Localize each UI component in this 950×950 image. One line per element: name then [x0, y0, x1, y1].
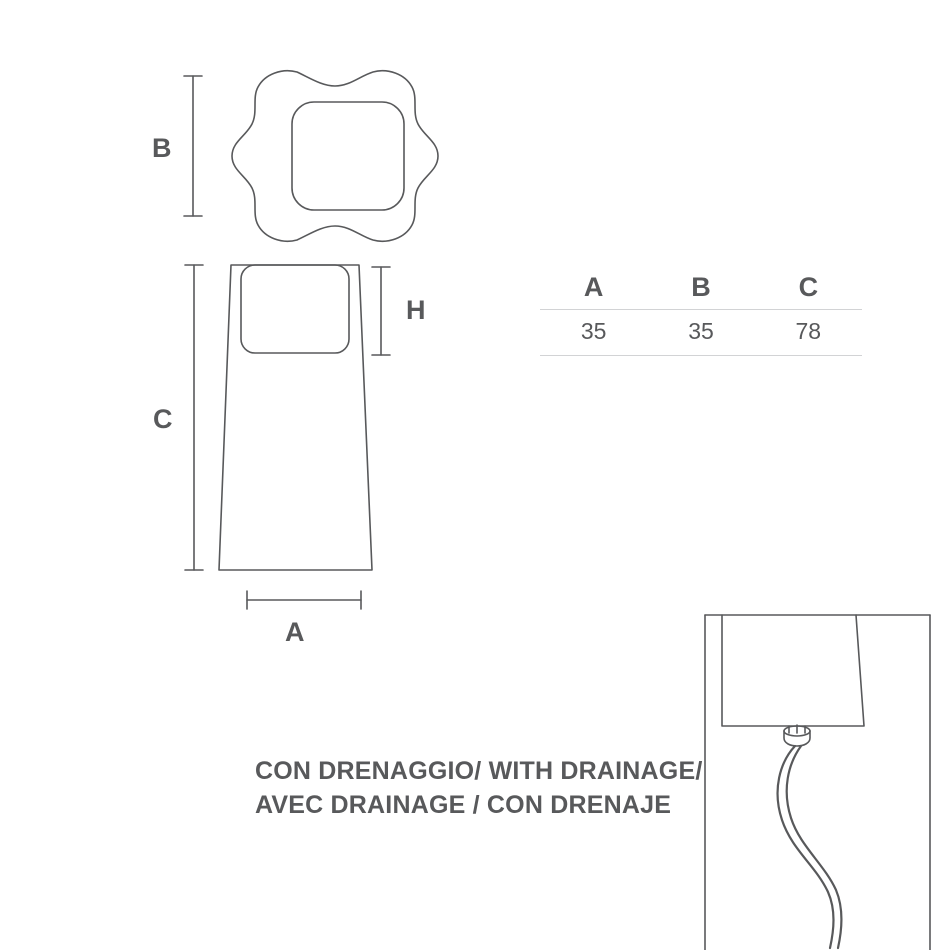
top-view-outline	[232, 71, 438, 241]
dimension-line-c	[185, 265, 203, 570]
dimension-line-h	[372, 267, 390, 355]
dimension-label-b: B	[152, 133, 172, 163]
drainage-detail	[705, 615, 930, 950]
dimension-line-b	[184, 76, 202, 216]
dimensions-table	[540, 272, 862, 356]
table-header-b: B	[691, 272, 711, 302]
table-cell-c: 78	[795, 318, 822, 344]
caption-line-2: AVEC DRAINAGE / CON DRENAJE	[255, 790, 672, 819]
caption-line-1: CON DRENAGGIO/ WITH DRAINAGE/	[255, 757, 703, 785]
front-elevation	[219, 265, 372, 570]
dimension-label-h: H	[406, 295, 426, 325]
table-cell-a: 35	[580, 318, 607, 344]
table-row	[540, 310, 862, 355]
dimension-label-c: C	[153, 404, 173, 434]
dimension-label-a: A	[285, 617, 305, 647]
table-header-a: A	[583, 272, 604, 302]
table-header-row	[540, 272, 862, 309]
table-header-c: C	[798, 272, 819, 302]
dimension-line-a	[247, 591, 361, 609]
table-rule-bottom	[540, 355, 862, 356]
drainage-caption	[255, 755, 705, 823]
table-cell-b: 35	[688, 318, 714, 344]
